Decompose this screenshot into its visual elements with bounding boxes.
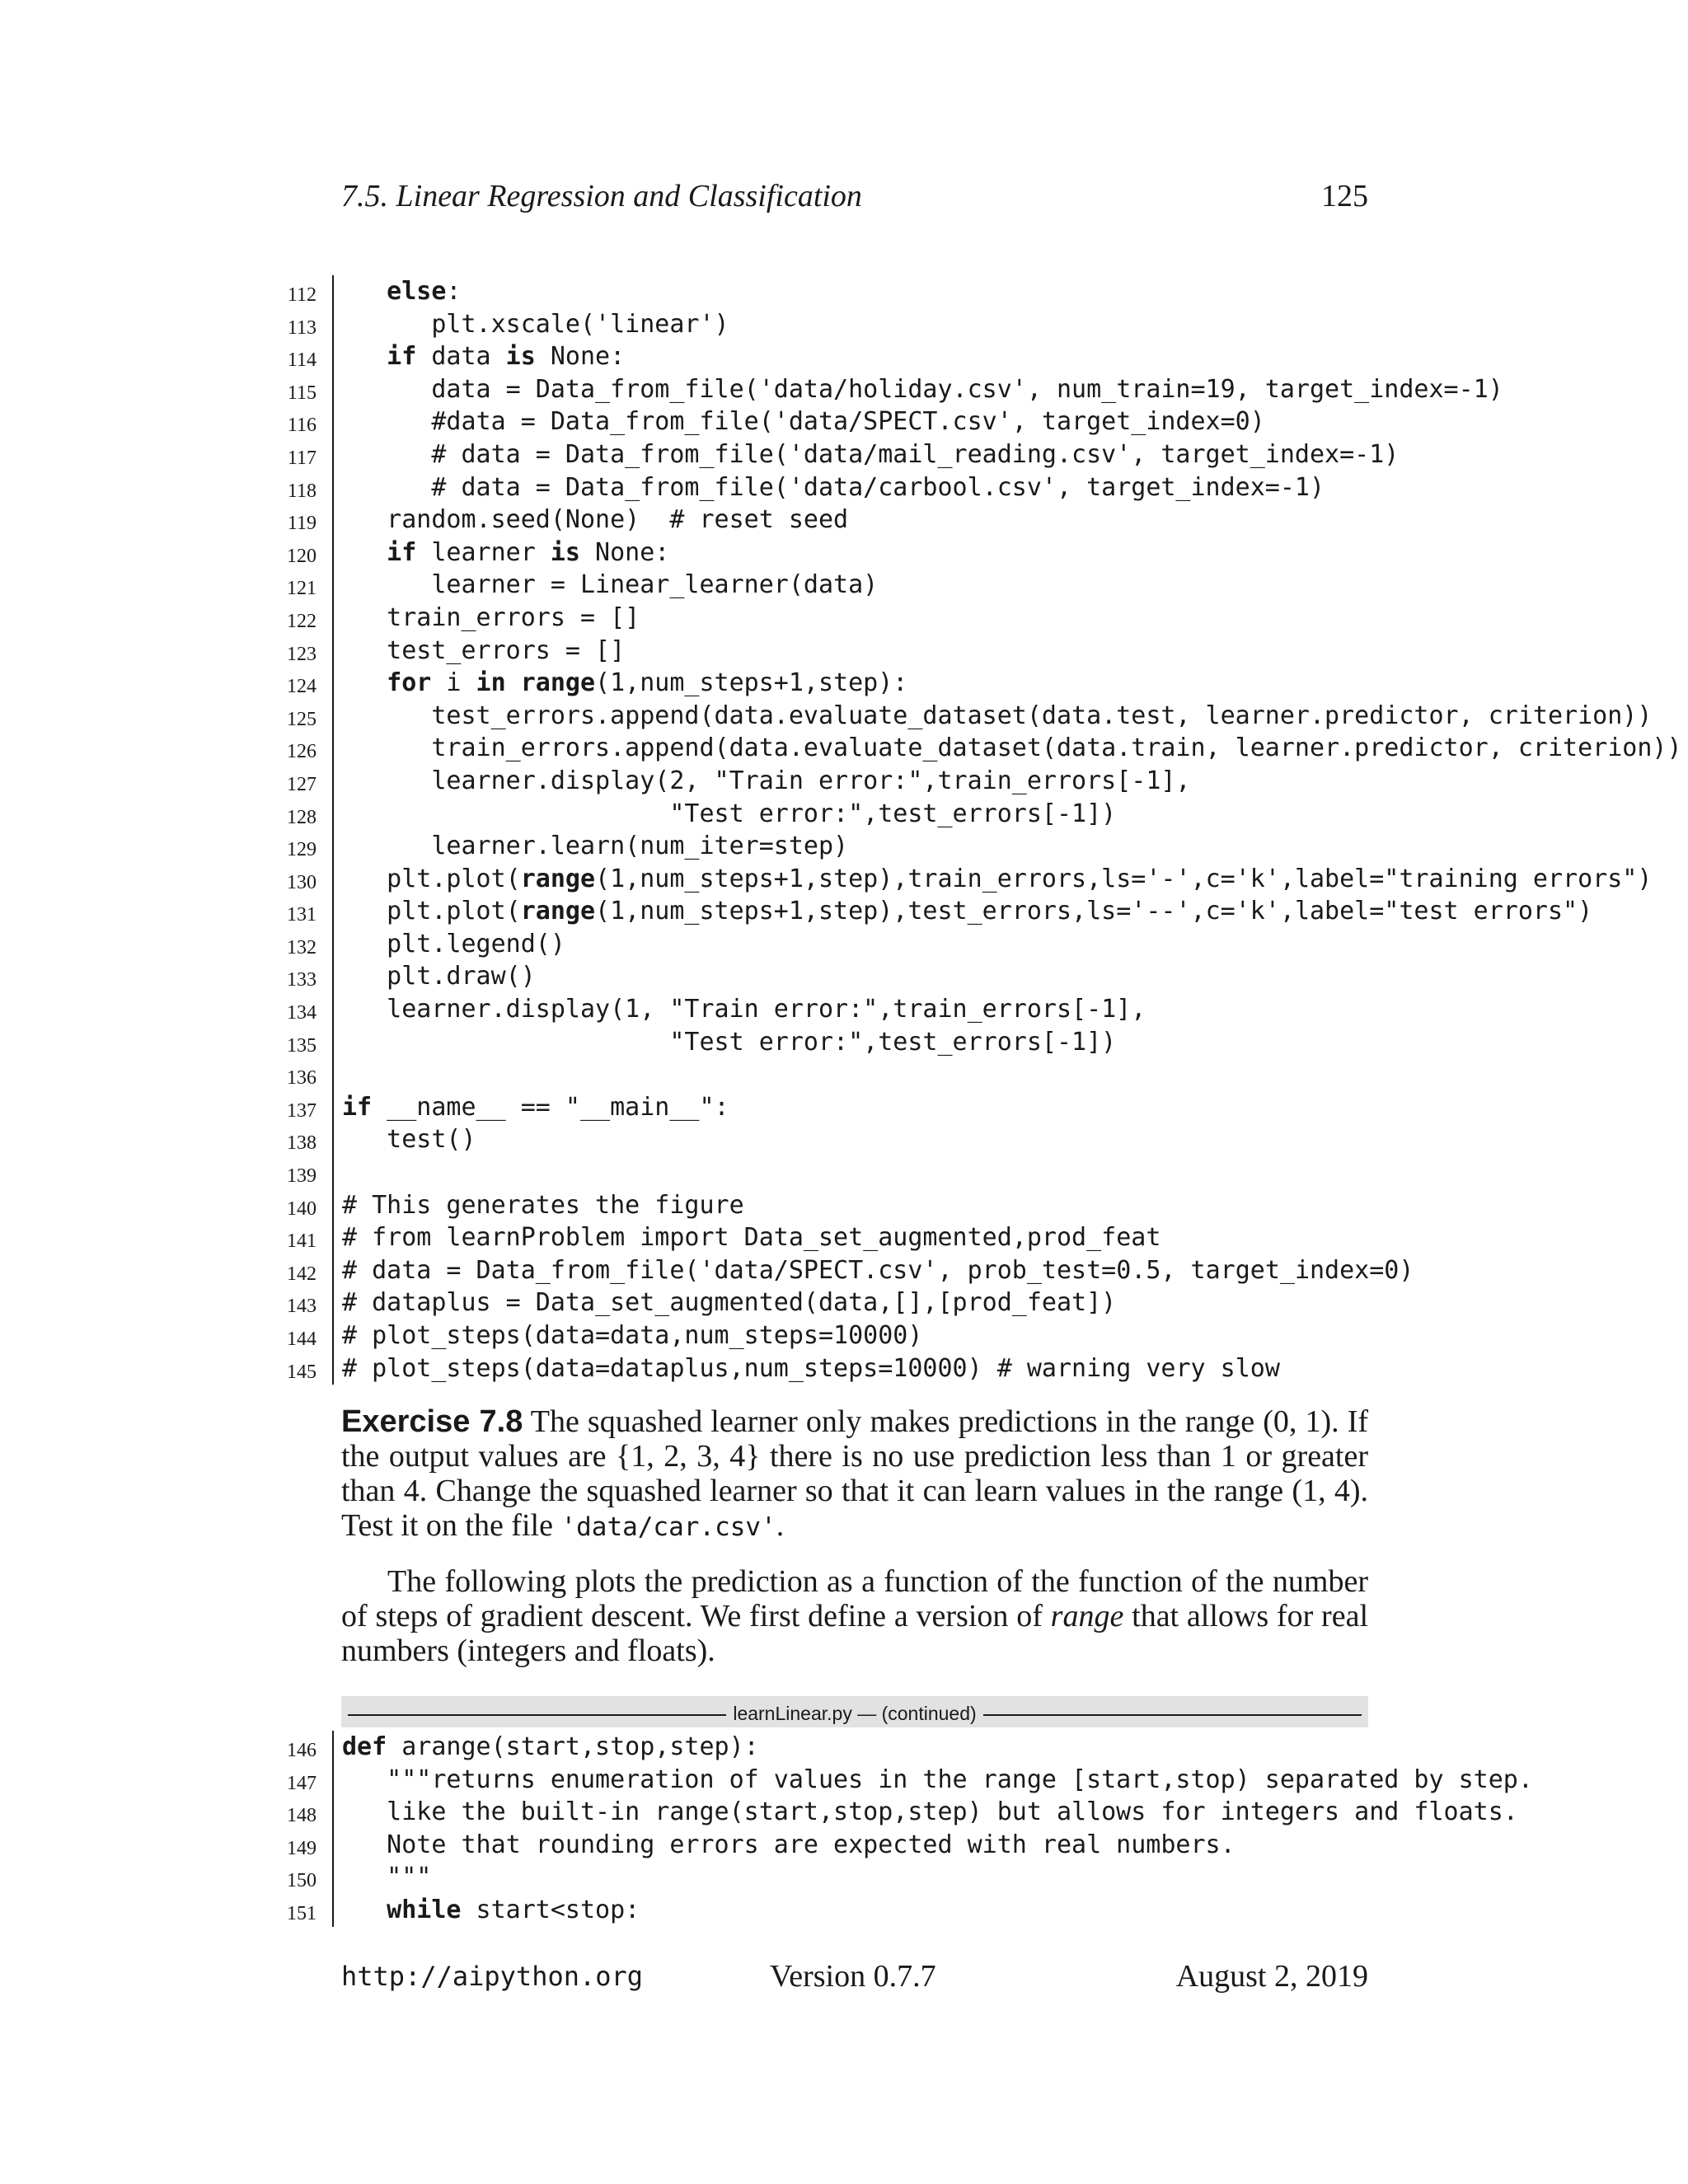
code-text (342, 895, 1592, 928)
line-number: 130 (287, 871, 316, 893)
banner-label: learnLinear.py — (continued) (733, 1702, 977, 1724)
paragraph-text-end: that allows for real numbers (integers and floats). (341, 1599, 1368, 1668)
code-gutter-rule (332, 1894, 334, 1927)
code-token: # data = Data_from_file('data/carbool.csv', target_index=-1) (431, 472, 1325, 502)
line-number: 121 (287, 578, 316, 600)
code-gutter-rule (332, 569, 334, 602)
code-gutter-rule (332, 537, 334, 569)
code-gutter-rule (332, 1829, 334, 1862)
code-text (342, 928, 565, 961)
code-token: test_errors.append(data.evaluate_dataset(data.test, learner.predictor, criterion)) (431, 701, 1653, 730)
code-gutter-rule (332, 373, 334, 406)
line-number: 127 (287, 773, 316, 795)
line-number: 134 (287, 1002, 316, 1024)
code-gutter-rule (332, 1764, 334, 1797)
code-text (342, 308, 729, 341)
code-gutter-rule (332, 732, 334, 765)
code-keyword: if (387, 342, 417, 372)
code-text (342, 700, 1652, 733)
line-number: 139 (287, 1165, 316, 1188)
code-text (342, 1829, 1236, 1862)
code-token: """ (387, 1863, 432, 1892)
code-text (342, 830, 848, 863)
line-number: 140 (287, 1197, 316, 1220)
code-gutter-rule (332, 504, 334, 537)
code-gutter-rule (332, 1091, 334, 1124)
code-gutter-rule (332, 1221, 334, 1254)
code-token: i (431, 668, 476, 698)
code-token: # plot_steps(data=data,num_steps=10000) (342, 1321, 923, 1350)
code-gutter-rule (332, 635, 334, 668)
code-token: learner = Linear_learner(data) (431, 570, 879, 600)
line-number: 141 (287, 1230, 316, 1253)
line-number: 145 (287, 1361, 316, 1383)
line-number: 117 (287, 447, 316, 469)
code-token: # plot_steps(data=dataplus,num_steps=10000) # warning very slow (342, 1353, 1280, 1383)
footer-date: August 2, 2019 (1175, 1959, 1368, 1994)
code-token: Note that rounding errors are expected with real numbers. (387, 1830, 1236, 1859)
code-text (342, 863, 1652, 896)
line-number: 119 (287, 513, 316, 535)
line-number: 147 (287, 1772, 316, 1794)
body-paragraph (341, 1564, 1368, 1668)
footer-url: http://aipython.org (341, 1961, 644, 1992)
code-text (342, 340, 625, 373)
code-text (342, 602, 640, 635)
line-number: 114 (287, 349, 316, 372)
code-keyword: if (342, 1092, 373, 1122)
code-keyword: range (520, 897, 596, 926)
code-keyword: while (387, 1895, 462, 1924)
code-text (342, 1286, 1116, 1319)
code-text (342, 275, 461, 308)
line-number: 116 (287, 415, 316, 437)
code-token: # from learnProblem import Data_set_augmented,prod_feat (342, 1223, 1161, 1253)
code-gutter-rule (332, 1156, 334, 1189)
code-gutter-rule (332, 798, 334, 831)
line-number: 120 (287, 545, 316, 567)
code-text (342, 1764, 1533, 1797)
code-text (342, 635, 625, 668)
code-keyword: def (342, 1732, 387, 1761)
code-token: test_errors = [] (387, 635, 626, 665)
line-number: 132 (287, 936, 316, 958)
code-gutter-rule (332, 928, 334, 961)
code-gutter-rule (332, 1123, 334, 1156)
line-number: 133 (287, 969, 316, 991)
code-token: # dataplus = Data_set_augmented(data,[],[prod_feat]) (342, 1288, 1117, 1318)
code-gutter-rule (332, 667, 334, 700)
code-text (342, 1861, 431, 1894)
code-file-banner (341, 1696, 1368, 1727)
line-number: 124 (287, 676, 316, 698)
code-text (342, 373, 1503, 406)
code-gutter-rule (332, 1319, 334, 1352)
code-keyword: is (505, 342, 536, 372)
code-token: random.seed(None) # reset seed (387, 505, 849, 535)
line-number: 143 (287, 1296, 316, 1318)
exercise-text-end: . (776, 1508, 785, 1543)
code-token: plt.legend() (387, 929, 565, 958)
line-number: 137 (287, 1099, 316, 1122)
line-number: 115 (287, 382, 316, 404)
line-number: 148 (287, 1805, 316, 1827)
page-number: 125 (1321, 179, 1368, 213)
code-token: start<stop: (461, 1895, 640, 1924)
code-text (342, 993, 1146, 1026)
line-number: 136 (287, 1067, 316, 1090)
code-token (506, 668, 521, 697)
line-number: 122 (287, 610, 316, 632)
code-keyword: range (520, 668, 596, 698)
code-token: None: (535, 342, 626, 372)
exercise-file-name: 'data/car.csv' (560, 1512, 776, 1542)
code-text (342, 569, 878, 602)
code-token: plt.plot( (387, 864, 521, 893)
code-token: (1,num_steps+1,step),test_errors,ls='--',c='k',label="test errors") (595, 897, 1593, 926)
code-text (342, 1026, 1116, 1059)
code-gutter-rule (332, 308, 334, 341)
code-token: # data = Data_from_file('data/SPECT.csv', prob_test=0.5, target_index=0) (342, 1255, 1414, 1285)
code-gutter-rule (332, 1731, 334, 1764)
code-text (342, 471, 1325, 504)
code-text (342, 1796, 1518, 1829)
code-gutter-rule (332, 1286, 334, 1319)
line-number: 112 (287, 284, 316, 306)
exercise-text: The squashed learner only makes predictions in the range (0, 1). If the output values are {1, 2, 3, 4} there is no use prediction less than 1 or greater than 4. Change the squashed learner so that it can learn values in the range (1, 4). Test it on the file (341, 1404, 1369, 1543)
code-gutter-rule (332, 471, 334, 504)
line-number: 125 (287, 708, 316, 730)
code-text (342, 537, 669, 569)
code-gutter-rule (332, 602, 334, 635)
code-gutter-rule (332, 960, 334, 993)
code-token: like the built-in range(start,stop,step) but allows for integers and floats. (387, 1797, 1518, 1827)
code-token: # This generates the figure (342, 1190, 744, 1220)
code-gutter-rule (332, 1254, 334, 1287)
code-token: test() (387, 1125, 476, 1155)
code-keyword: in (476, 668, 506, 698)
code-token: data = Data_from_file('data/holiday.csv', num_train=19, target_index=-1) (431, 374, 1503, 404)
code-token: learner.display(2, "Train error:",train_errors[-1], (431, 766, 1191, 795)
code-token: train_errors = [] (387, 602, 640, 632)
code-token: "Test error:",test_errors[-1]) (431, 799, 1117, 828)
footer-version: Version 0.7.7 (770, 1959, 936, 1994)
code-gutter-rule (332, 895, 334, 928)
code-text (342, 1189, 744, 1222)
code-token: learner (416, 537, 551, 567)
code-text (342, 405, 1265, 438)
code-text (342, 732, 1682, 765)
code-token: None: (579, 537, 670, 567)
code-token: plt.draw() (387, 962, 536, 991)
code-token: """returns enumeration of values in the range [start,stop) separated by step. (387, 1765, 1533, 1794)
line-number: 151 (287, 1902, 316, 1924)
code-text (342, 1894, 640, 1927)
code-gutter-rule (332, 340, 334, 373)
paragraph-emphasis: range (1050, 1599, 1124, 1633)
line-number: 126 (287, 741, 316, 763)
code-text (342, 504, 848, 537)
code-text (342, 1352, 1280, 1385)
code-gutter-rule (332, 993, 334, 1026)
exercise-paragraph (341, 1404, 1368, 1544)
line-number: 131 (287, 904, 316, 926)
code-token: learner.display(1, "Train error:",train_errors[-1], (387, 995, 1146, 1024)
code-gutter-rule (332, 1861, 334, 1894)
code-text (342, 438, 1399, 471)
code-text (342, 667, 907, 700)
exercise-label: Exercise 7.8 (341, 1404, 523, 1439)
line-number: 144 (287, 1329, 316, 1350)
code-text (342, 1254, 1414, 1287)
code-gutter-rule (332, 1026, 334, 1059)
section-title: 7.5. Linear Regression and Classification (341, 179, 862, 213)
code-token: __name__ == "__main__": (372, 1092, 729, 1122)
code-gutter-rule (332, 1058, 334, 1091)
code-gutter-rule (332, 438, 334, 471)
line-number: 113 (287, 316, 316, 339)
code-text (342, 1221, 1160, 1254)
code-text (342, 1319, 922, 1352)
line-number: 138 (287, 1132, 316, 1155)
line-number: 150 (287, 1870, 316, 1892)
banner-rule-right (983, 1714, 1362, 1716)
code-keyword: for (387, 668, 432, 698)
code-text (342, 765, 1191, 798)
code-keyword: range (520, 864, 596, 893)
code-gutter-rule (332, 863, 334, 896)
code-token: train_errors.append(data.evaluate_dataset(data.train, learner.predictor, criterion)) (431, 733, 1682, 763)
code-text (342, 960, 536, 993)
code-token: # data = Data_from_file('data/mail_reading.csv', target_index=-1) (431, 439, 1400, 469)
banner-rule-left (348, 1714, 726, 1716)
code-gutter-rule (332, 765, 334, 798)
code-token: (1,num_steps+1,step),train_errors,ls='-',c='k',label="training errors") (595, 864, 1653, 893)
code-keyword: if (387, 537, 417, 567)
code-token: learner.learn(num_iter=step) (431, 832, 849, 861)
code-gutter-rule (332, 1352, 334, 1385)
code-gutter-rule (332, 830, 334, 863)
line-number: 135 (287, 1034, 316, 1057)
code-gutter-rule (332, 275, 334, 308)
code-token: #data = Data_from_file('data/SPECT.csv', target_index=0) (431, 407, 1265, 437)
code-token: data (416, 342, 506, 372)
code-text (342, 1731, 759, 1764)
paragraph-text: The following plots the prediction as a function of the function of the number of steps of gradient descent. We first define a version of (341, 1564, 1368, 1633)
code-keyword: else (387, 277, 447, 306)
code-token: (1,num_steps+1,step): (595, 668, 908, 698)
code-token: plt.xscale('linear') (431, 309, 729, 339)
code-token: arange(start,stop,step): (387, 1732, 759, 1761)
code-token: : (446, 277, 462, 306)
line-number: 146 (287, 1740, 316, 1761)
code-token: plt.plot( (387, 897, 521, 926)
code-text (342, 1091, 729, 1124)
code-text (342, 798, 1116, 831)
line-number: 129 (287, 839, 316, 861)
line-number: 142 (287, 1263, 316, 1285)
code-token: "Test error:",test_errors[-1]) (387, 1027, 1117, 1057)
code-gutter-rule (332, 1796, 334, 1829)
code-gutter-rule (332, 405, 334, 438)
line-number: 118 (287, 480, 316, 502)
code-keyword: is (550, 537, 580, 567)
code-text (342, 1123, 476, 1156)
line-number: 123 (287, 643, 316, 665)
code-gutter-rule (332, 700, 334, 733)
code-gutter-rule (332, 1189, 334, 1222)
line-number: 128 (287, 806, 316, 828)
line-number: 149 (287, 1837, 316, 1859)
